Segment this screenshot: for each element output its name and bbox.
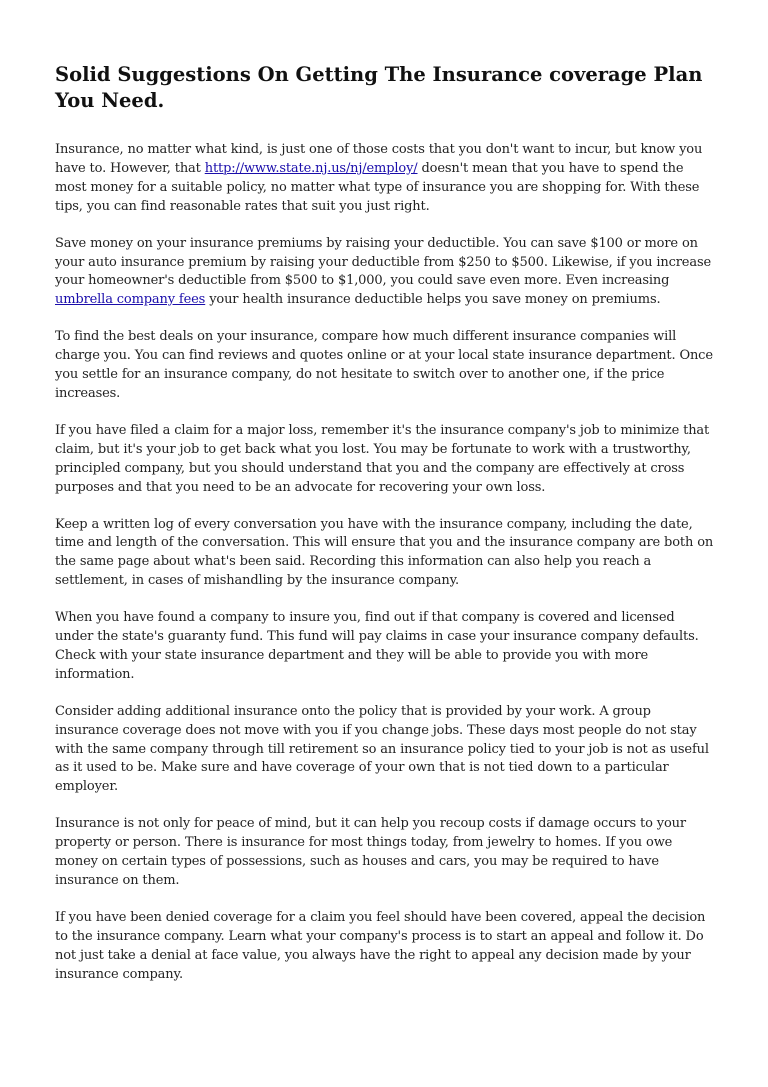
paragraph-peace: Insurance is not only for peace of mind, but it can help you recoup costs if damage occurs to your property or person. There is insurance for most things today, from jewelry to homes. If you owe money on certain types of possessions, such as houses and cars, you may be required to have insurance on them. [55, 816, 686, 888]
paragraph-text: doesn't mean that you have to spend the most money for a suitable policy, no matter what type of insurance you are shopping for. With these tips, you can find reasonable rates that suit you just right. [55, 160, 700, 214]
paragraph-text: your health insurance deductible helps you save money on premiums. [205, 292, 661, 308]
state-employ-link[interactable]: http://www.state.nj.us/nj/employ/ [204, 160, 418, 176]
paragraph-log: Keep a written log of every conversation you have with the insurance company, including the date, time and length of the conversation. This will ensure that you and the insurance company are both on the same page about what's been said. Recording this information can also help you reach a settlement, in cases of mishandling by the insurance company. [55, 516, 714, 589]
paragraph-compare: To find the best deals on your insurance, compare how much different insurance companies will charge you. You can find reviews and quotes online or at your local state insurance department. Once you settle for an insurance company, do not hesitate to switch over to another one, if the price increases. [55, 329, 713, 401]
document-page [55, 62, 715, 1003]
paragraph-text: Save money on your insurance premiums by raising your deductible. You can save $100 or more on your auto insurance premium by raising your deductible from $250 to $500. Likewise, if you increase your homeowner's deductible from $500 to $1,000, you could save even more. Even increasing [55, 235, 712, 289]
paragraph-intro [55, 141, 715, 217]
paragraph-group: Consider adding additional insurance onto the policy that is provided by your work. A group insurance coverage does not move with you if you change jobs. These days most people do not stay with the same company through till retirement so an insurance policy tied to your job is not as useful as it used to be. Make sure and have coverage of your own that is not tied down to a particular employer. [55, 703, 709, 795]
paragraph-appeal: If you have been denied coverage for a claim you feel should have been covered, appeal the decision to the insurance company. Learn what your company's process is to start an appeal and follow it. Do not just take a denial at face value, you always have the right to appeal any decision made by your insurance company. [55, 909, 706, 982]
page-title: Solid Suggestions On Getting The Insurance coverage Plan You Need. [55, 63, 703, 112]
paragraph-guaranty: When you have found a company to insure you, find out if that company is covered and licensed under the state's guaranty fund. This fund will pay claims in case your insurance company defaults. Check with your state insurance department and they will be able to provide you with more information. [55, 610, 699, 682]
paragraph-claim: If you have filed a claim for a major loss, remember it's the insurance company's job to minimize that claim, but it's your job to get back what you lost. You may be fortunate to work with a trustworthy, principled company, but you should understand that you and the company are effectively at cross purposes and that you need to be an advocate for recovering your own loss. [55, 422, 710, 495]
paragraph-deductible [55, 235, 715, 311]
umbrella-company-fees-link[interactable]: umbrella company fees [55, 292, 206, 308]
paragraph-text: Insurance, no matter what kind, is just one of those costs that you don't want to incur, but know you have to. However, that [55, 142, 703, 176]
